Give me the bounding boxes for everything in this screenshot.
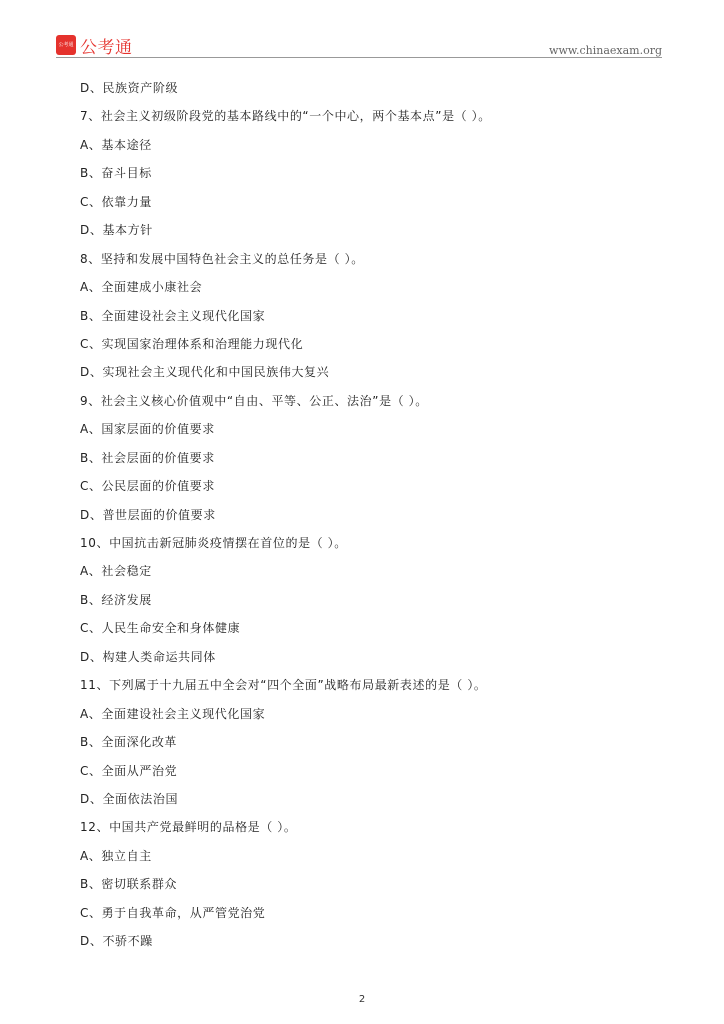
question-line: 7、社会主义初级阶段党的基本路线中的“一个中心，两个基本点”是（ ）。 <box>80 109 491 124</box>
page-number: 2 <box>358 994 366 1005</box>
question-line: 9、社会主义核心价值观中“自由、平等、公正、法治”是（ ）。 <box>80 393 428 408</box>
option-line: D、基本方针 <box>80 223 153 238</box>
option-line: C、实现国家治理体系和治理能力现代化 <box>80 336 304 351</box>
logo-badge-icon: 公考通 <box>56 35 76 55</box>
site-url: www.chinaexam.org <box>549 44 662 57</box>
question-list <box>80 78 660 960</box>
option-line: B、全面深化改革 <box>80 735 178 750</box>
option-line: B、全面建设社会主义现代化国家 <box>80 308 266 323</box>
option-line: D、全面依法治国 <box>80 791 179 806</box>
question-line: 11、下列属于十九届五中全会对“四个全面”战略布局最新表述的是（ ）。 <box>80 678 487 693</box>
page-header <box>56 34 662 58</box>
option-line: D、普世层面的价值要求 <box>80 507 216 522</box>
question-line: 10、中国抗击新冠肺炎疫情摆在首位的是（ ）。 <box>80 536 347 550</box>
option-line: B、密切联系群众 <box>80 877 178 892</box>
question-line: 8、坚持和发展中国特色社会主义的总任务是（ ）。 <box>80 251 364 266</box>
option-line: D、构建人类命运共同体 <box>80 649 216 664</box>
option-line: A、独立自主 <box>80 848 152 863</box>
option-line: B、奋斗目标 <box>80 166 152 181</box>
option-line: A、社会稳定 <box>80 564 152 579</box>
option-line: C、公民层面的价值要求 <box>80 479 215 494</box>
option-line: C、人民生命安全和身体健康 <box>80 621 241 636</box>
option-line: B、社会层面的价值要求 <box>80 450 215 465</box>
option-line: A、基本途径 <box>80 137 152 152</box>
option-line: C、依靠力量 <box>80 194 152 209</box>
option-line: A、全面建成小康社会 <box>80 280 203 295</box>
option-line: A、全面建设社会主义现代化国家 <box>80 706 266 721</box>
option-line: B、经济发展 <box>80 592 152 607</box>
option-line: D、民族资产阶级 <box>80 81 179 95</box>
option-line: D、实现社会主义现代化和中国民族伟大复兴 <box>80 365 330 380</box>
option-line: C、全面从严治党 <box>80 763 178 778</box>
option-line: C、勇于自我革命，从严管党治党 <box>80 905 266 920</box>
logo <box>56 34 133 56</box>
option-line: A、国家层面的价值要求 <box>80 422 215 437</box>
question-line: 12、中国共产党最鲜明的品格是（ ）。 <box>80 820 297 835</box>
header-divider <box>56 57 662 58</box>
option-line: D、不骄不躁 <box>80 934 153 949</box>
logo-text: 公考通 <box>80 37 133 58</box>
